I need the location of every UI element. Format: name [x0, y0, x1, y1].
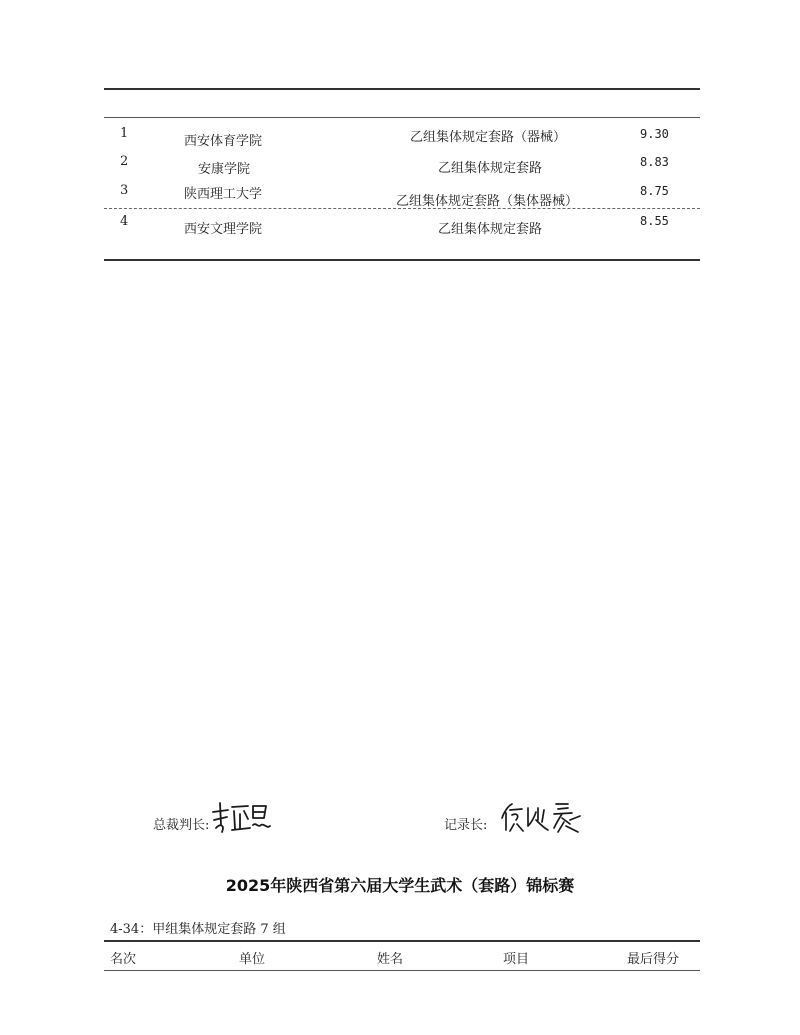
rank-cell: 3: [120, 183, 129, 198]
event-cell: 乙组集体规定套路: [438, 222, 543, 237]
column-header-final-score: 最后得分: [627, 952, 680, 967]
header-top-rule: [104, 940, 700, 942]
column-header-rank: 名次: [110, 952, 137, 967]
rank-cell: 4: [120, 214, 129, 229]
chief-judge-signature: [210, 798, 272, 836]
score-cell: 8.75: [640, 184, 669, 198]
rank-cell: 2: [120, 154, 129, 169]
chief-judge-label: 总裁判长:: [153, 818, 210, 833]
score-cell: 8.83: [640, 155, 669, 169]
score-cell: 8.55: [640, 214, 669, 228]
header-bottom-rule: [104, 970, 700, 971]
unit-cell: 陕西理工大学: [184, 187, 263, 202]
table-top-rule: [104, 88, 700, 90]
column-header-name: 姓名: [377, 952, 404, 967]
event-cell: 乙组集体规定套路（器械）: [410, 130, 567, 145]
score-cell: 9.30: [640, 127, 669, 141]
table-bottom-rule: [104, 259, 700, 261]
qualification-cutoff-line: [104, 208, 700, 209]
event-cell: 乙组集体规定套路（集体器械）: [396, 194, 579, 209]
column-header-unit: 单位: [239, 952, 266, 967]
recorder-signature: [498, 798, 584, 836]
group-label: 4-34：甲组集体规定套路 7 组: [110, 922, 286, 937]
unit-cell: 西安体育学院: [184, 134, 263, 149]
recorder-label: 记录长:: [444, 818, 488, 833]
unit-cell: 西安文理学院: [184, 222, 263, 237]
column-header-event: 项目: [503, 952, 530, 967]
table-header-rule: [104, 117, 700, 118]
unit-cell: 安康学院: [198, 162, 251, 177]
rank-cell: 1: [120, 126, 129, 141]
event-cell: 乙组集体规定套路: [438, 161, 543, 176]
competition-title: 2025年陕西省第六届大学生武术（套路）锦标赛: [225, 876, 575, 895]
